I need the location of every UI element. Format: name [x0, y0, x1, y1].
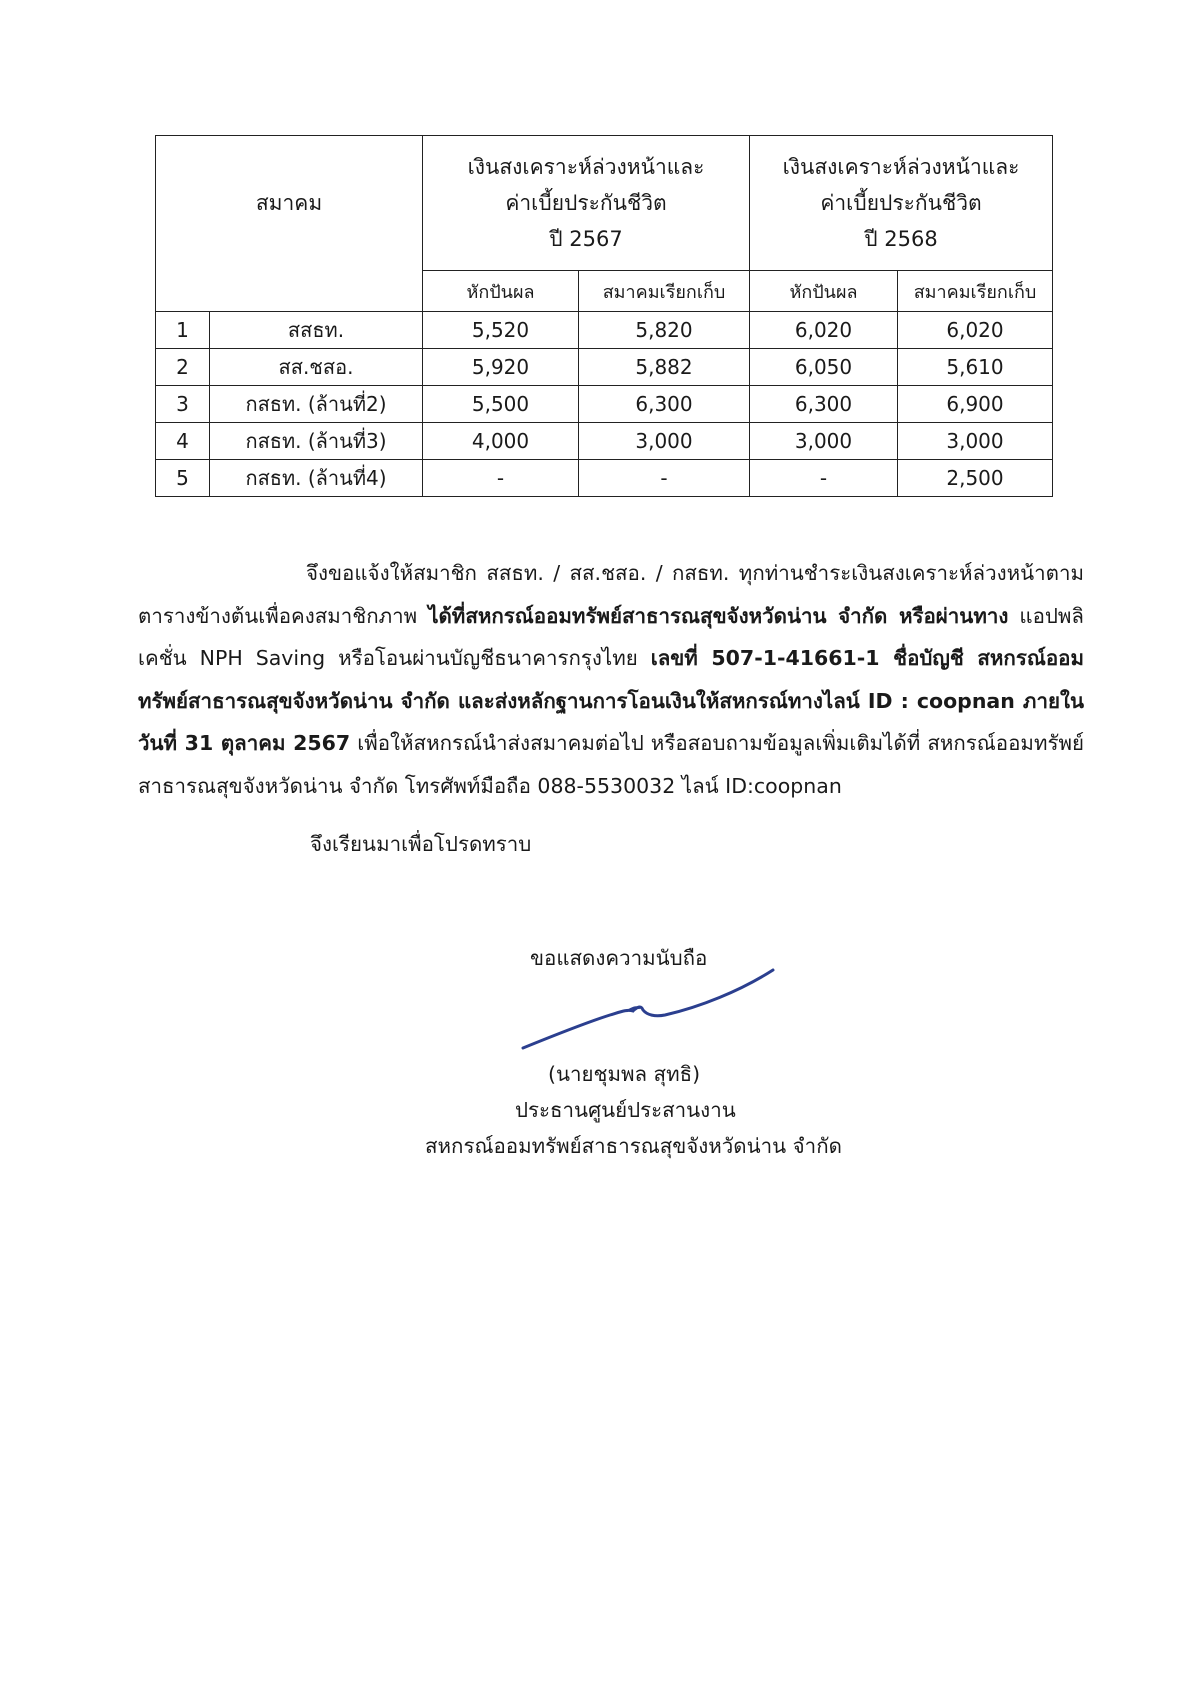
- row-association: สสธท.: [210, 312, 423, 349]
- row-value: 6,300: [750, 386, 898, 423]
- row-value: 5,520: [423, 312, 579, 349]
- row-association: กสธท. (ล้านที่2): [210, 386, 423, 423]
- row-association: กสธท. (ล้านที่3): [210, 423, 423, 460]
- notice-text-4: เลขที่ 507-1-41661-1 ชื่อบัญชี สหกรณ์ออมทรัพย์สาธารณสุขจังหวัดน่าน จำกัด และส่งหลักฐานการโอนเงินให้สหกรณ์ทางไลน์ ID : coopnan ภายในวันที่ 31 ตุลาคม 2567: [138, 646, 1084, 755]
- row-value: 3,000: [750, 423, 898, 460]
- row-value: 3,000: [898, 423, 1053, 460]
- row-value: -: [579, 460, 750, 497]
- row-association: กสธท. (ล้านที่4): [210, 460, 423, 497]
- subheader-dividend-2567: หักปันผล: [423, 271, 579, 312]
- subheader-dividend-2568: หักปันผล: [750, 271, 898, 312]
- signer-organization: สหกรณ์ออมทรัพย์สาธารณสุขจังหวัดน่าน จำกัด: [425, 1134, 842, 1158]
- row-number: 1: [156, 312, 210, 349]
- row-value: 5,920: [423, 349, 579, 386]
- notice-text-2: ได้ที่สหกรณ์ออมทรัพย์สาธารณสุขจังหวัดน่าน จำกัด หรือผ่านทาง: [428, 603, 1009, 628]
- row-number: 4: [156, 423, 210, 460]
- header-group-2568: [750, 136, 1053, 271]
- header-2568-line3: ปี 2568: [864, 227, 938, 251]
- row-value: 6,300: [579, 386, 750, 423]
- header-2567-line2: ค่าเบี้ยประกันชีวิต: [505, 191, 667, 215]
- notice-paragraph: [138, 552, 1084, 807]
- header-2568-line2: ค่าเบี้ยประกันชีวิต: [820, 191, 982, 215]
- header-group-2567: [423, 136, 750, 271]
- header-2568-line1: เงินสงเคราะห์ล่วงหน้าและ: [782, 155, 1020, 179]
- notice-text-1: จึงขอแจ้งให้สมาชิก สสธท. / สส.ชสอ. / กสธท. ทุกท่านชำระเงินสงเคราะห์ล่วงหน้าตามตารางข้างต้นเพื่อคงสมาชิกภาพ: [138, 561, 1084, 628]
- row-number: 3: [156, 386, 210, 423]
- header-2567-line1: เงินสงเคราะห์ล่วงหน้าและ: [467, 155, 705, 179]
- row-association: สส.ชสอ.: [210, 349, 423, 386]
- row-value: 4,000: [423, 423, 579, 460]
- row-value: -: [423, 460, 579, 497]
- regards-line: ขอแสดงความนับถือ: [530, 946, 708, 970]
- row-number: 5: [156, 460, 210, 497]
- closing-line: จึงเรียนมาเพื่อโปรดทราบ: [310, 832, 532, 856]
- table-row: [156, 423, 1053, 460]
- row-value: 6,050: [750, 349, 898, 386]
- notice-text-3: แอปพลิเคชั่น NPH Saving หรือโอนผ่านบัญชีธนาคารกรุงไทย: [138, 603, 1084, 670]
- row-value: -: [750, 460, 898, 497]
- table-row: [156, 312, 1053, 349]
- signer-name: (นายชุมพล สุทธิ): [548, 1062, 701, 1086]
- row-number: 2: [156, 349, 210, 386]
- row-value: 5,610: [898, 349, 1053, 386]
- subheader-collected-2567: สมาคมเรียกเก็บ: [579, 271, 750, 312]
- row-value: 6,020: [898, 312, 1053, 349]
- table-row: [156, 460, 1053, 497]
- row-value: 2,500: [898, 460, 1053, 497]
- table-row: [156, 386, 1053, 423]
- row-value: 3,000: [579, 423, 750, 460]
- notice-text-5: เพื่อให้สหกรณ์นำส่งสมาคมต่อไป หรือสอบถามข้อมูลเพิ่มเติมได้ที่ สหกรณ์ออมทรัพย์สาธารณสุขจังหวัดน่าน จำกัด โทรศัพท์มือถือ 088-5530032 ไลน์ ID:coopnan: [138, 731, 1084, 798]
- fee-table: [155, 135, 1053, 497]
- row-value: 5,882: [579, 349, 750, 386]
- subheader-collected-2568: สมาคมเรียกเก็บ: [898, 271, 1053, 312]
- table-row: [156, 349, 1053, 386]
- row-value: 6,900: [898, 386, 1053, 423]
- signer-title: ประธานศูนย์ประสานงาน: [515, 1098, 736, 1122]
- handwritten-signature: [515, 965, 775, 1055]
- row-value: 5,820: [579, 312, 750, 349]
- row-value: 5,500: [423, 386, 579, 423]
- header-association: สมาคม: [156, 136, 423, 312]
- header-2567-line3: ปี 2567: [549, 227, 623, 251]
- row-value: 6,020: [750, 312, 898, 349]
